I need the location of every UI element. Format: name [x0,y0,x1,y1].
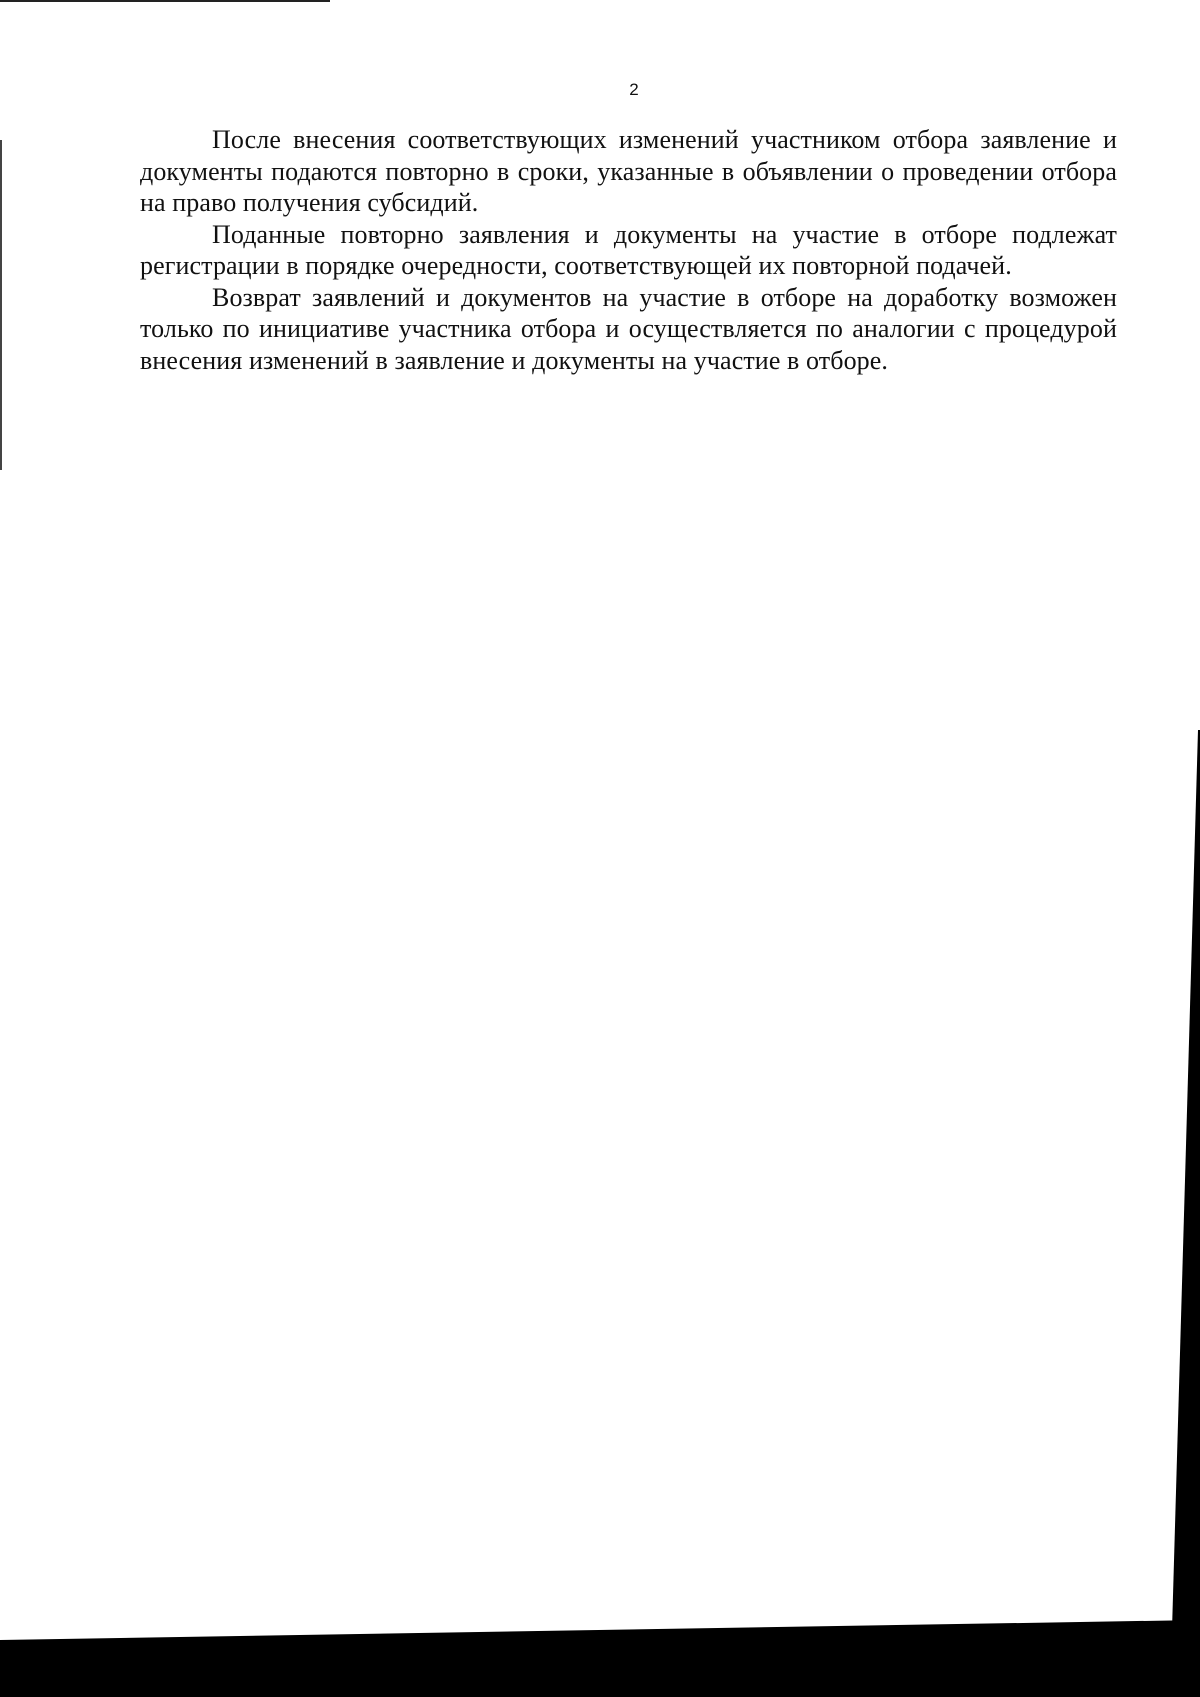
paragraph-registration: Поданные повторно заявления и документы на участие в отборе подлежат регистрации в порядке очередности, соответствующей их повторной подачей. [140,219,1117,280]
scan-artifact-top [0,0,330,2]
paragraph-resubmission: После внесения соответствующих изменений участником отбора заявление и документы подаются повторно в сроки, указанные в объявлении о проведении отбора на право получения субсидий. [140,125,1117,217]
scan-artifact-bottom [0,1620,1200,1697]
document-body [140,124,1117,376]
page-number: 2 [629,80,639,99]
scan-artifact-left [0,140,2,470]
paragraph-return: Возврат заявлений и документов на участие в отборе на доработку возможен только по инициативе участника отбора и осуществляется по аналогии с процедурой внесения изменений в заявление и документы на участие в отборе. [140,282,1117,375]
scan-artifact-right [1172,730,1200,1630]
